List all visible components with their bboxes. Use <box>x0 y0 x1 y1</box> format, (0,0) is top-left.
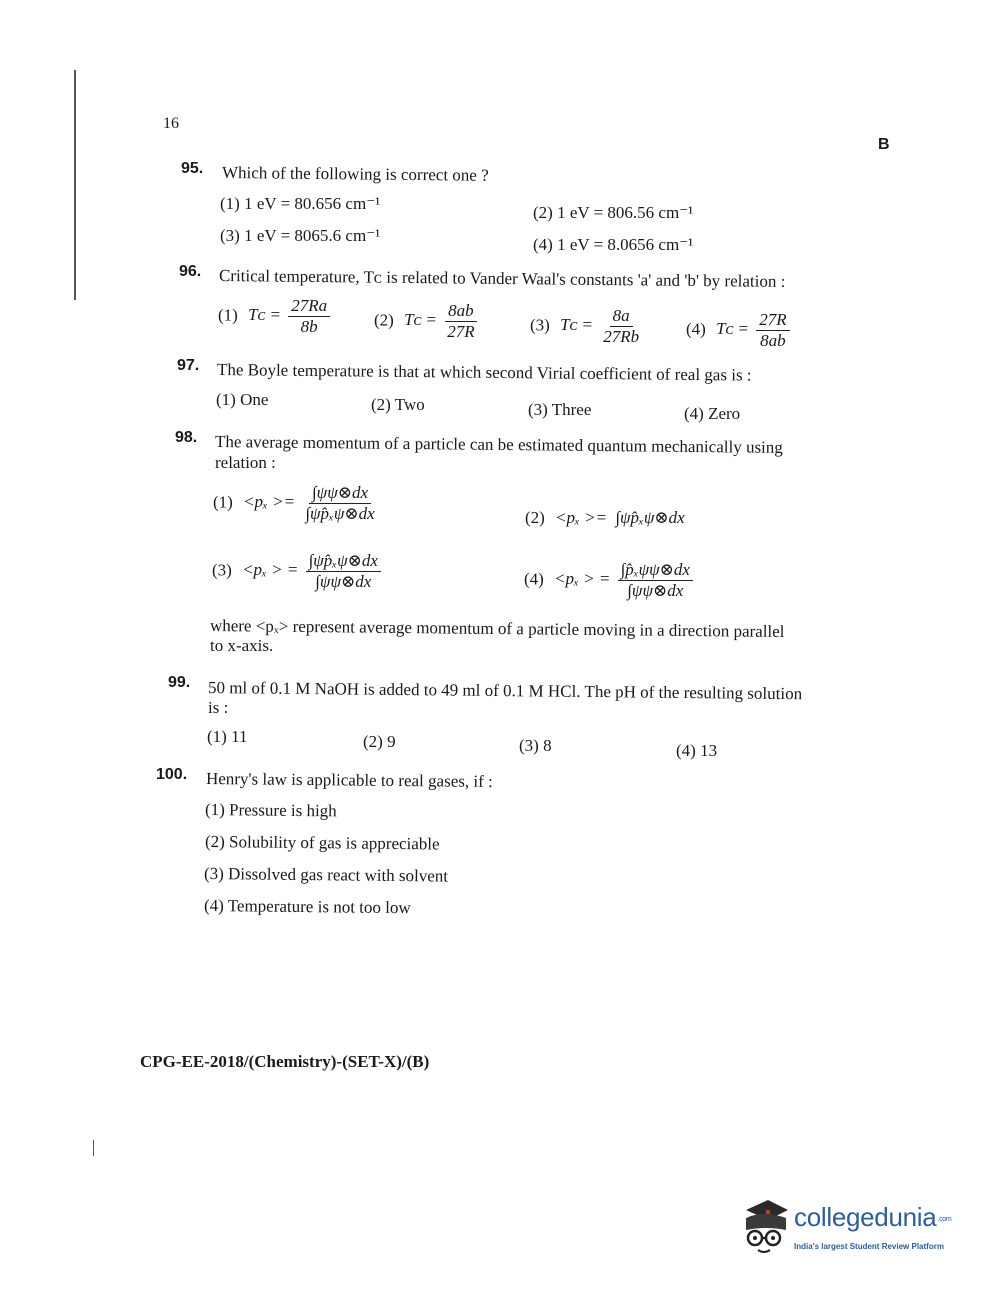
logo-tagline: India's largest Student Review Platform <box>794 1242 944 1251</box>
logo-wordmark <box>794 1202 951 1233</box>
option <box>218 297 333 336</box>
question-number: 100. <box>156 766 188 783</box>
numerator: ∫ψψ⊗dx <box>309 484 371 504</box>
option: (1) 1 eV = 80.656 cm⁻¹ <box>220 194 381 213</box>
numerator: ∫ψp̂ₓψ⊗dx <box>306 552 381 572</box>
option: (4) 1 eV = 8.0656 cm⁻¹ <box>533 235 694 254</box>
question-text-continued: is : <box>208 698 229 717</box>
option <box>686 311 793 350</box>
denominator: ∫ψp̂ₓψ⊗dx <box>305 504 375 523</box>
numerator: 8ab <box>445 302 477 322</box>
option: (1) One <box>216 390 269 409</box>
denominator: 27Rb <box>603 327 640 346</box>
option: (3) 8 <box>519 736 552 755</box>
option-label: (1) <box>213 492 233 512</box>
option: (1) Pressure is high <box>204 800 337 821</box>
logo-name: collegedunia <box>794 1202 937 1232</box>
option-label: (3) <box>530 315 550 335</box>
question-number: 96. <box>179 263 202 280</box>
denominator: 27R <box>447 322 475 341</box>
option-lhs: Tᴄ = <box>404 310 437 330</box>
option: (3) Three <box>528 400 592 419</box>
option: (2) 9 <box>363 732 396 751</box>
option <box>213 484 381 523</box>
option: (2) Two <box>371 395 425 414</box>
fraction <box>306 552 381 591</box>
option <box>524 561 696 600</box>
question-text: 50 ml of 0.1 M NaOH is added to 49 ml of 0.1 M HCl. The pH of the resulting solution <box>207 678 803 704</box>
numerator: ∫p̂ₓψψ⊗dx <box>618 561 693 581</box>
option: (4) 13 <box>676 741 718 760</box>
question-text: The Boyle temperature is that at which second Virial coefficient of real gas is : <box>216 360 752 385</box>
fraction <box>444 302 477 341</box>
question-number: 98. <box>175 429 198 446</box>
numerator: 27R <box>756 311 789 331</box>
paper-code-footer: CPG-EE-2018/(Chemistry)-(SET-X)/(B) <box>140 1052 430 1071</box>
numerator: 8a <box>610 307 633 327</box>
option <box>525 508 685 528</box>
fraction <box>600 307 642 346</box>
option <box>374 302 481 341</box>
denominator: ∫ψψ⊗dx <box>627 581 684 600</box>
fraction <box>618 561 693 600</box>
option: (2) Solubility of gas is appreciable <box>204 832 440 854</box>
collegedunia-logo <box>738 1196 968 1260</box>
question-text: Critical temperature, Tᴄ is related to Vander Waal's constants 'a' and 'b' by relation : <box>218 266 786 291</box>
logo-suffix: .com <box>937 1215 952 1223</box>
option-lhs: <pₓ > = <box>554 569 611 589</box>
option-expression: ∫ψp̂ₓψ⊗dx <box>615 508 685 527</box>
option: (2) 1 eV = 806.56 cm⁻¹ <box>533 203 694 222</box>
mascot-icon <box>738 1196 792 1260</box>
option-label: (4) <box>524 569 544 589</box>
option: (3) Dissolved gas react with solvent <box>203 864 449 886</box>
question-text-continued: relation : <box>215 453 276 472</box>
option: (3) 1 eV = 8065.6 cm⁻¹ <box>220 226 381 245</box>
fraction <box>302 484 377 523</box>
denominator: 8b <box>300 317 318 336</box>
question-text: The average momentum of a particle can be estimated quantum mechanically using <box>214 432 783 457</box>
option <box>212 552 384 591</box>
option: (1) 11 <box>207 727 248 746</box>
question-text: Henry's law is applicable to real gases, if : <box>205 769 493 792</box>
option-lhs: <pₓ >= <box>555 508 608 527</box>
option-label: (3) <box>212 560 232 580</box>
option-label: (2) <box>374 310 394 330</box>
option-lhs: Tᴄ = <box>560 315 593 335</box>
question-note: where <pₓ> represent average momentum of a particle moving in a direction parallel <box>209 616 785 642</box>
option-lhs: <pₓ >= <box>243 492 296 512</box>
question-text: Which of the following is correct one ? <box>221 163 489 185</box>
question-number: 99. <box>168 674 191 691</box>
fraction <box>756 311 789 350</box>
option: (4) Temperature is not too low <box>203 896 411 918</box>
set-label: B <box>878 136 890 153</box>
question-number: 95. <box>181 160 204 177</box>
scan-margin-line <box>74 70 76 300</box>
numerator: 27Ra <box>288 297 330 317</box>
option <box>530 307 645 346</box>
question-number: 97. <box>177 357 200 374</box>
option: (4) Zero <box>684 404 741 423</box>
scan-margin-line <box>93 1140 94 1156</box>
option-lhs: Tᴄ = <box>716 319 749 339</box>
option-label: (1) <box>218 305 238 325</box>
question-note-continued: to x-axis. <box>210 636 274 655</box>
option-lhs: <pₓ > = <box>242 560 299 580</box>
page-number: 16 <box>163 115 179 132</box>
fraction <box>288 297 330 336</box>
denominator: ∫ψψ⊗dx <box>315 572 372 591</box>
option-lhs: Tᴄ = <box>248 305 281 325</box>
denominator: 8ab <box>760 331 786 350</box>
option-label: (4) <box>686 319 706 339</box>
option-label: (2) <box>525 508 545 527</box>
